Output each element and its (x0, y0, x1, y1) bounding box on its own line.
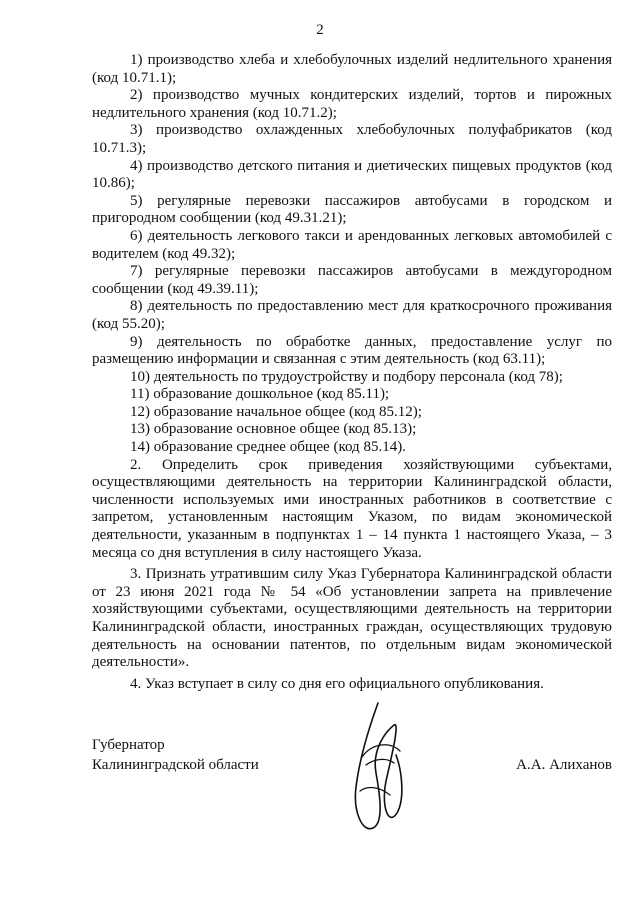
list-item: 10) деятельность по трудоустройству и подбору персонала (код 78); (130, 368, 563, 385)
signatory-title-line: Калининградской области (92, 757, 259, 773)
signatory-name: А.А. Алиханов (516, 757, 612, 773)
list-item: 11) образование дошкольное (код 85.11); (130, 386, 390, 403)
signatory-title (92, 735, 259, 775)
list-item: 5) регулярные перевозки пассажиров автобусами в городском и пригородном сообщении (код 49.31.21); (92, 192, 612, 227)
list-item: 6) деятельность легкового такси и арендованных легковых автомобилей с водителем (код 49.32); (92, 227, 612, 262)
list-item: 9) деятельность по обработке данных, предоставление услуг по размещению информации и связанная с этим деятельность (код 63.11); (92, 333, 612, 368)
paragraph-3: 3. Признать утратившим силу Указ Губернатора Калининградской области от 23 июня 2021 года № 54 «Об установлении запрета на привлечение хозяйствующими субъектами, осуществляющими деятельность на территории Калининградской области, иностранных граждан, осуществляющих трудовую деятельность на основании патентов, по отдельным видам экономической деятельности». (92, 566, 612, 671)
list-item: 3) производство охлажденных хлебобулочных полуфабрикатов (код 10.71.3); (92, 122, 612, 156)
paragraph-4: 4. Указ вступает в силу со дня его официального опубликования. (130, 675, 544, 692)
list-item: 7) регулярные перевозки пассажиров автобусами в междугородном сообщении (код 49.39.11); (92, 263, 612, 297)
list-item: 1) производство хлеба и хлебобулочных изделий недлительного хранения (код 10.71.1); (92, 52, 612, 86)
list-item: 14) образование среднее общее (код 85.14). (130, 439, 406, 456)
list-item: 12) образование начальное общее (код 85.12); (130, 403, 422, 420)
signatory-title-line: Губернатор (92, 737, 165, 753)
paragraph-2: 2. Определить срок приведения хозяйствующими субъектами, осуществляющими деятельность на территории Калининградской области, численности используемых ими иностранных работников в соответствие с запретом, установленным настоящим Указом, по видам экономической деятельности, указанным в подпунктах 1 – 14 пункта 1 настоящего Указа, – 3 месяца со дня вступления в силу настоящего Указа. (92, 456, 612, 561)
list-item: 2) производство мучных кондитерских изделий, тортов и пирожных недлительного хранения (код 10.71.2); (92, 87, 612, 121)
document-body (92, 52, 612, 693)
page-number: 2 (316, 22, 324, 38)
list-item: 8) деятельность по предоставлению мест для краткосрочного проживания (код 55.20); (92, 298, 612, 332)
list-item: 13) образование основное общее (код 85.13); (130, 421, 417, 438)
signature-block (92, 735, 612, 845)
handwritten-signature (342, 695, 412, 845)
list-item: 4) производство детского питания и диетических пищевых продуктов (код 10.86); (92, 157, 612, 192)
